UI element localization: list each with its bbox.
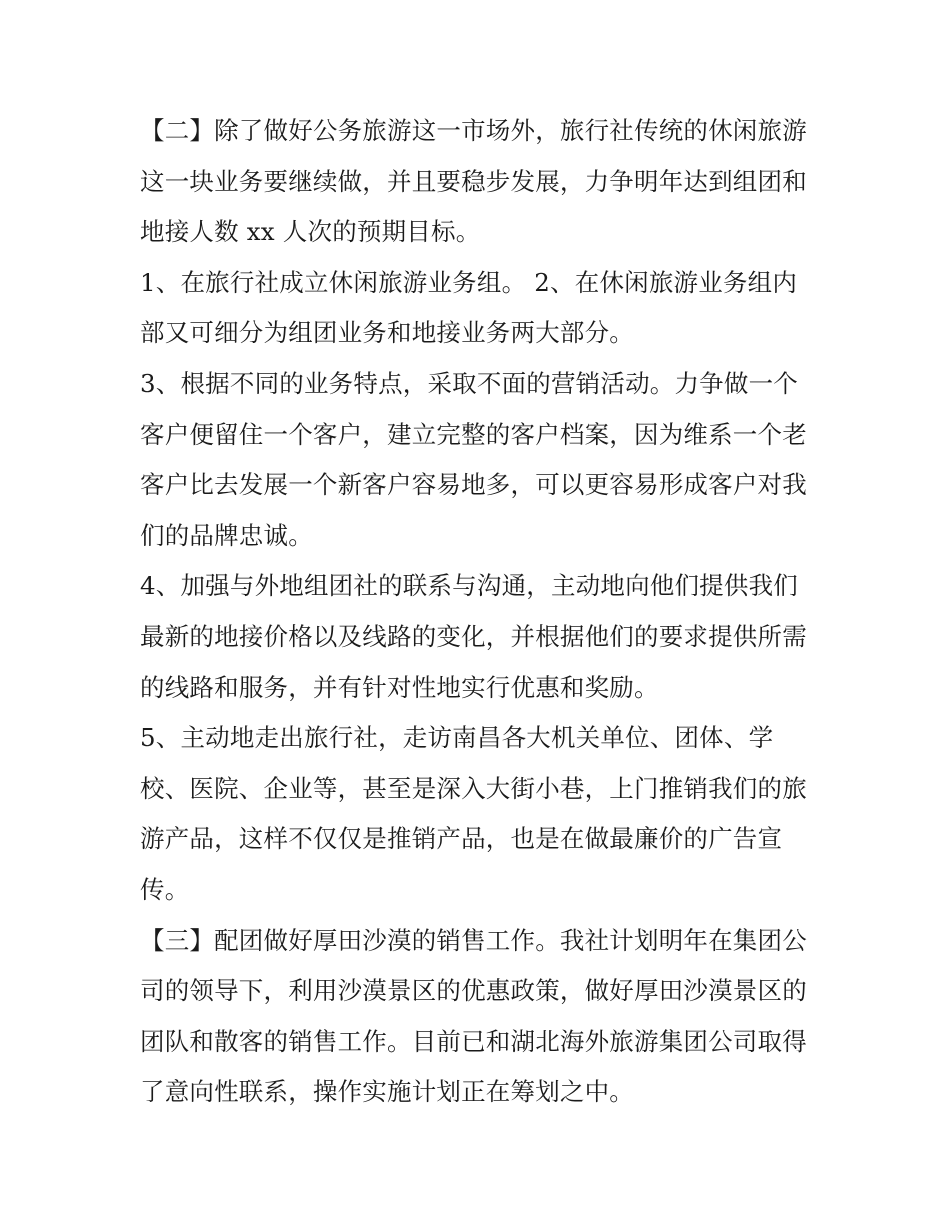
text-line: 司的领导下，利用沙漠景区的优惠政策，做好厚田沙漠景区的 [140,976,807,1006]
text-line: 客户便留住一个客户，建立完整的客户档案，因为维系一个老 [140,419,807,449]
text-line: 了意向性联系，操作实施计划正在筹划之中。 [140,1077,634,1107]
text-line: 4、加强与外地组团社的联系与沟通，主动地向他们提供我们 [140,571,798,601]
text-line: 传。 [140,874,190,904]
text-line: 游产品，这样不仅仅是推销产品，也是在做最廉价的广告宣 [140,824,783,854]
text-line: 的线路和服务，并有针对性地实行优惠和奖励。 [140,672,659,702]
text-line: 【二】除了做好公务旅游这一市场外，旅行社传统的休闲旅游 [140,116,807,145]
text-line: 3、根据不同的业务特点，采取不面的营销活动。力争做一个 [140,368,798,398]
text-line: 客户比去发展一个新客户容易地多，可以更容易形成客户对我 [140,470,807,500]
text-line: 们的品牌忠诚。 [140,520,313,550]
text-line: 部又可细分为组团业务和地接业务两大部分。 [140,318,634,348]
document-body [140,106,815,1118]
text-line: 最新的地接价格以及线路的变化，并根据他们的要求提供所需 [140,621,807,651]
text-line: 1、在旅行社成立休闲旅游业务组。 2、在休闲旅游业务组内 [140,267,798,297]
text-line: 校、医院、企业等，甚至是深入大街小巷，上门推销我们的旅 [140,773,807,803]
text-line: 地接人数 xx 人次的预期目标。 [140,217,481,247]
text-line: 团队和散客的销售工作。目前已和湖北海外旅游集团公司取得 [140,1026,807,1056]
text-line: 这一块业务要继续做，并且要稳步发展，力争明年达到组团和 [140,166,807,196]
text-line: 5、主动地走出旅行社，走访南昌各大机关单位、团体、学 [140,723,774,753]
text-line: 【三】配团做好厚田沙漠的销售工作。我社计划明年在集团公 [140,925,807,955]
